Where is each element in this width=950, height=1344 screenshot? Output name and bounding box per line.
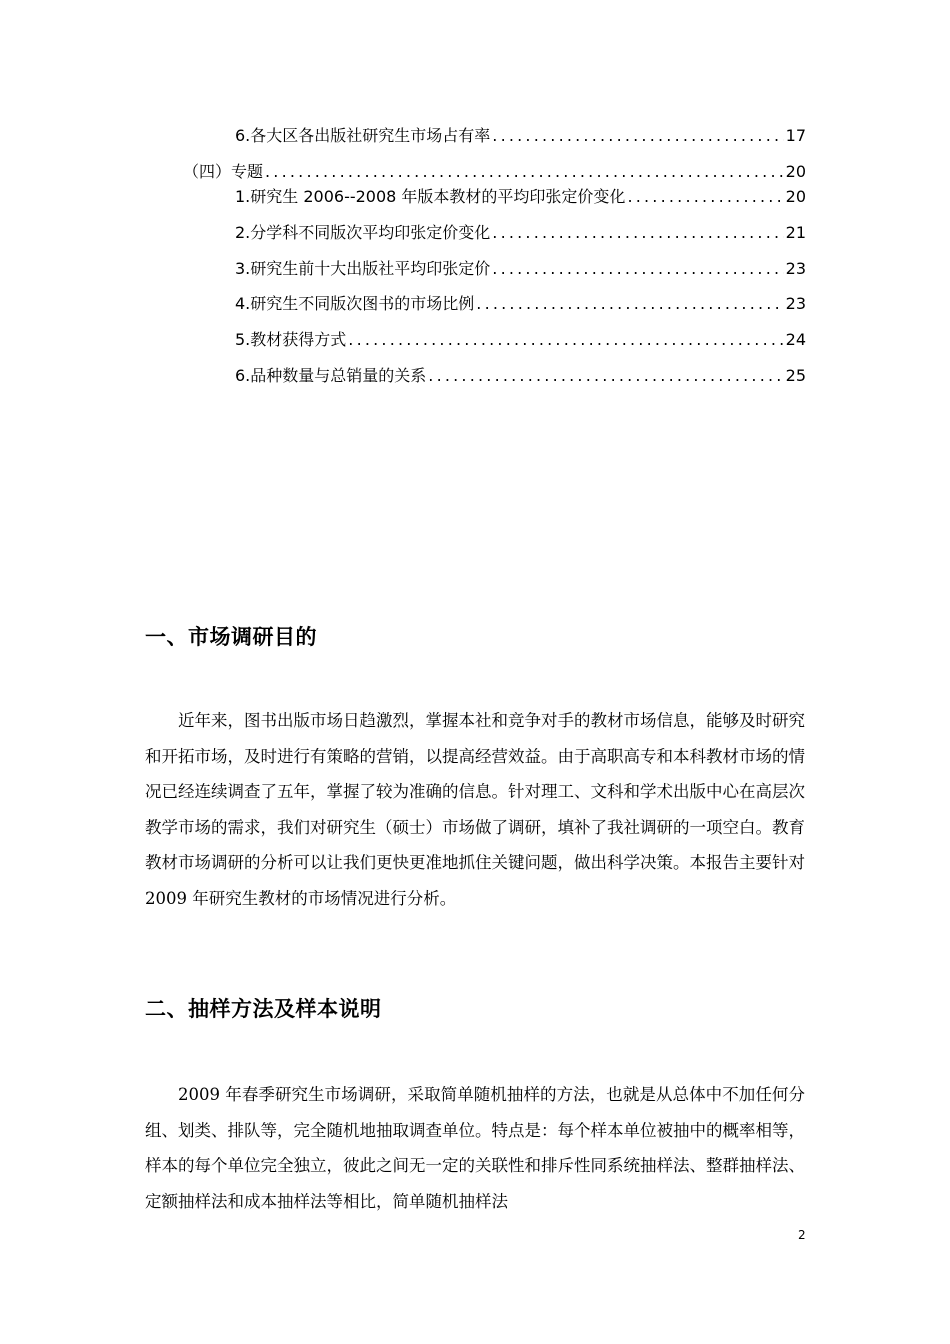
toc-leader-dots [348, 328, 783, 352]
toc-entry[interactable] [235, 364, 806, 388]
page-number: 2 [798, 1228, 806, 1242]
toc-entry-page: 24 [785, 330, 806, 349]
toc-entry[interactable] [235, 292, 806, 316]
toc-entry-page: 23 [785, 294, 806, 313]
toc-entry-title: 1.研究生 2006--2008 年版本教材的平均印张定价变化 [235, 187, 626, 206]
toc-entry-title: 3.研究生前十大出版社平均印张定价 [235, 259, 491, 278]
toc-entry[interactable] [235, 328, 806, 352]
toc-entry-title: 6.品种数量与总销量的关系 [235, 366, 427, 385]
toc-entry-page: 21 [785, 223, 806, 242]
toc-leader-dots [476, 292, 783, 316]
toc-entry-title: 6.各大区各出版社研究生市场占有率 [235, 126, 491, 145]
toc-entry-title: 2.分学科不同版次平均印张定价变化 [235, 223, 491, 242]
toc-leader-dots [428, 364, 783, 388]
toc-entry[interactable] [235, 257, 806, 281]
toc-leader-dots [492, 124, 783, 148]
toc-entry[interactable] [235, 221, 806, 245]
toc-leader-dots [492, 221, 783, 245]
toc-entry-page: 20 [785, 187, 806, 206]
toc-entry[interactable] [235, 185, 806, 209]
toc-entry-page: 20 [785, 162, 806, 181]
section-heading: 二、抽样方法及样本说明 [145, 997, 382, 1021]
toc-leader-dots [627, 185, 783, 209]
toc-leader-dots [265, 160, 784, 184]
toc-entry[interactable] [235, 124, 806, 148]
toc-entry-title: 4.研究生不同版次图书的市场比例 [235, 294, 475, 313]
toc-entry-title: （四）专题 [183, 162, 264, 181]
toc-entry-page: 25 [785, 366, 806, 385]
toc-entry-page: 17 [785, 126, 806, 145]
section-heading: 一、市场调研目的 [145, 625, 317, 649]
toc-entry-title: 5.教材获得方式 [235, 330, 347, 349]
toc-leader-dots [492, 257, 783, 281]
body-paragraph: 2009 年春季研究生市场调研，采取简单随机抽样的方法，也就是从总体中不加任何分组、划类、排队等，完全随机地抽取调查单位。特点是：每个样本单位被抽中的概率相等，样本的每个单位完全独立，彼此之间无一定的关联性和排斥性同系统抽样法、整群抽样法、定额抽样法和成本抽样法等相比，简单随机抽样法 [145, 1085, 805, 1211]
body-paragraph: 近年来，图书出版市场日趋激烈，掌握本社和竞争对手的教材市场信息，能够及时研究和开拓市场，及时进行有策略的营销，以提高经营效益。由于高职高专和本科教材市场的情况已经连续调查了五年，掌握了较为准确的信息。针对理工、文科和学术出版中心在高层次教学市场的需求，我们对研究生（硕士）市场做了调研，填补了我社调研的一项空白。教育教材市场调研的分析可以让我们更快更准地抓住关键问题，做出科学决策。本报告主要针对 2009 年研究生教材的市场情况进行分析。 [145, 711, 805, 908]
toc-entry-page: 23 [785, 259, 806, 278]
toc-entry[interactable] [183, 160, 806, 184]
